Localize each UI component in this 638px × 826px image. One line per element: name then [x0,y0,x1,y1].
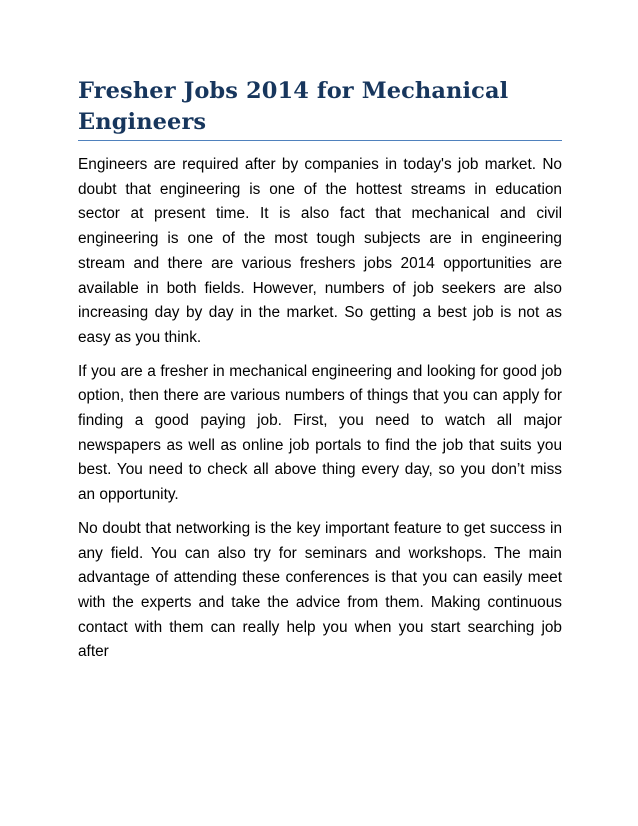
paragraph-1: Engineers are required after by companies in today's job market. No doubt that engineering is one of the hottest streams in education sector at present time. It is also fact that mechanical and civil engineering is one of the most tough subjects are in engineering stream and there are various freshers jobs 2014 opportunities are available in both fields. However, numbers of job seekers are also increasing day by day in the market. So getting a best job is not as easy as you think. [78,156,562,346]
paragraph-3: No doubt that networking is the key important feature to get success in any field. You can also try for seminars and workshops. The main advantage of attending these conferences is that you can easily meet with the experts and take the advice from them. Making continuous contact with them can really help you when you start searching job after [78,519,562,661]
document-title: Fresher Jobs 2014 for Mechanical Engineers [78,76,562,141]
document-page [78,76,562,665]
paragraph-2: If you are a fresher in mechanical engineering and looking for good job option, then there are various numbers of things that you can apply for finding a good paying job. First, you need to watch all major newspapers as well as online job portals to find the job that suits you best. You need to check all above thing every day, so you don’t miss an opportunity. [78,362,562,504]
